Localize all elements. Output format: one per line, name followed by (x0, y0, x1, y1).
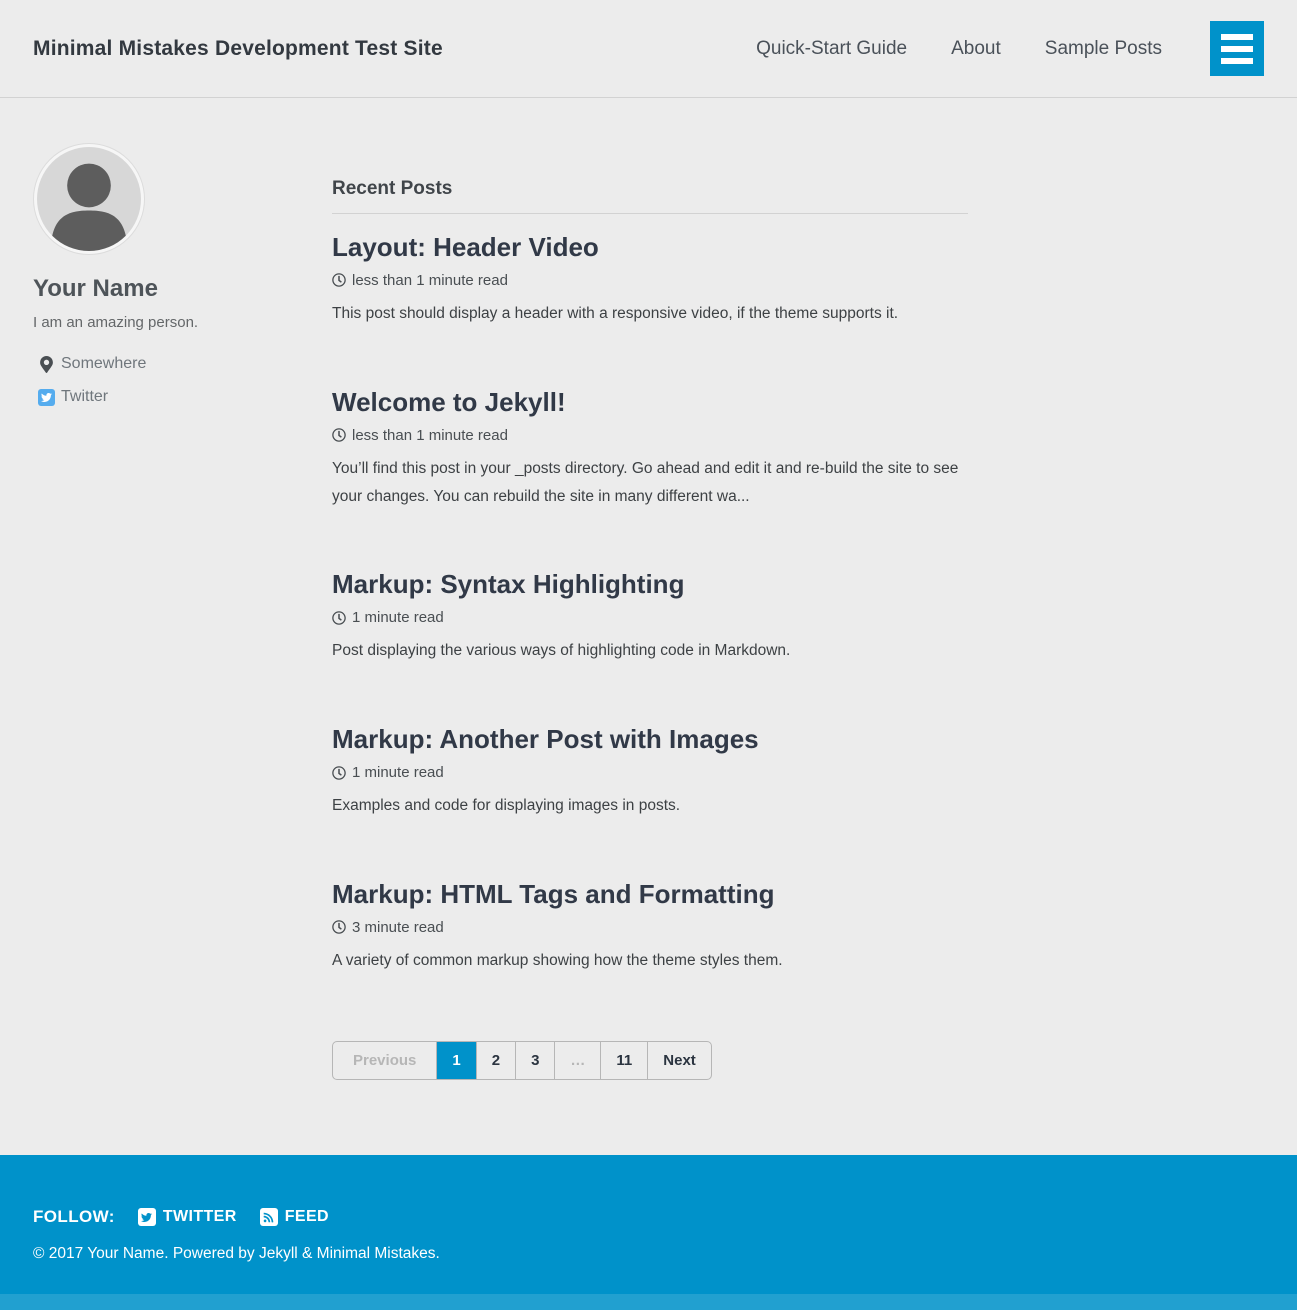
primary-nav (712, 38, 1162, 60)
avatar (33, 143, 145, 255)
author-location-label: Somewhere (61, 355, 147, 372)
nav-item-about[interactable]: About (951, 37, 1001, 59)
read-time-label: less than 1 minute read (352, 426, 508, 444)
read-time-label: 1 minute read (352, 764, 444, 782)
post-title-link[interactable]: Markup: Another Post with Images (332, 724, 759, 755)
site-title-link[interactable]: Minimal Mistakes Development Test Site (33, 36, 443, 60)
main-content (332, 98, 968, 1155)
nav-item-quick-start-guide[interactable]: Quick-Start Guide (756, 37, 908, 59)
post-item (332, 570, 968, 665)
twitter-icon (38, 389, 55, 406)
post-excerpt: This post should display a header with a responsive video, if the theme supports it. (332, 304, 899, 322)
pagination-previous: Previous (333, 1042, 437, 1079)
post-item (332, 388, 968, 511)
post-item (332, 233, 968, 328)
copyright: © 2017 Your Name. Powered by Jekyll & Minimal Mistakes. (33, 1245, 440, 1262)
read-time-label: 3 minute read (352, 918, 444, 936)
pagination-next[interactable]: Next (663, 1051, 696, 1069)
author-bio: I am an amazing person. (33, 314, 199, 331)
footer-twitter-label: TWITTER (162, 1208, 237, 1225)
hamburger-menu-button[interactable] (1210, 21, 1264, 76)
page-title: Recent Posts (332, 178, 968, 214)
clock-icon (332, 766, 352, 780)
post-read-time (332, 764, 968, 781)
post-excerpt: Examples and code for displaying images in posts. (332, 797, 681, 815)
author-name: Your Name (33, 275, 158, 302)
author-sidebar (33, 98, 332, 1155)
person-silhouette-icon (37, 147, 141, 251)
rss-feed-icon (260, 1208, 278, 1226)
post-title-link[interactable]: Markup: Syntax Highlighting (332, 569, 685, 600)
location-pin-icon (33, 356, 59, 373)
clock-icon (332, 428, 352, 442)
post-read-time (332, 609, 968, 626)
footer-feed-label: FEED (284, 1208, 329, 1225)
footer-bottom-strip (0, 1294, 1297, 1310)
nav-item-sample-posts[interactable]: Sample Posts (1044, 37, 1162, 59)
clock-icon (332, 920, 352, 934)
post-title-link[interactable]: Layout: Header Video (332, 232, 599, 262)
hamburger-icon (1221, 34, 1253, 40)
follow-label: FOLLOW: (33, 1207, 115, 1226)
pagination-ellipsis: … (555, 1042, 601, 1079)
page-body (0, 98, 1297, 1155)
author-twitter-label: Twitter (61, 388, 109, 405)
post-read-time (332, 427, 968, 444)
masthead-inner (0, 0, 1297, 97)
pagination-page-1[interactable]: 1 (437, 1042, 476, 1079)
post-item (332, 880, 968, 975)
pagination-page-3[interactable]: 3 (516, 1042, 555, 1079)
read-time-label: less than 1 minute read (352, 271, 508, 289)
post-item (332, 725, 968, 820)
post-title-link[interactable]: Markup: HTML Tags and Formatting (332, 879, 775, 910)
masthead (0, 0, 1297, 98)
author-links (33, 355, 332, 406)
footer-feed-link[interactable] (260, 1208, 329, 1226)
twitter-icon (138, 1208, 156, 1226)
post-read-time (332, 919, 968, 936)
pagination (332, 1041, 968, 1080)
post-title-link[interactable]: Welcome to Jekyll! (332, 386, 566, 417)
footer-twitter-link[interactable] (138, 1208, 237, 1226)
read-time-label: 1 minute read (352, 609, 444, 627)
post-excerpt: A variety of common markup showing how the theme styles them. (332, 951, 783, 969)
post-excerpt: Post displaying the various ways of highlighting code in Markdown. (332, 642, 791, 660)
author-twitter-link[interactable] (33, 388, 332, 406)
author-location (33, 355, 332, 373)
follow-row (33, 1207, 1264, 1227)
pagination-page-2[interactable]: 2 (477, 1042, 516, 1079)
post-read-time (332, 272, 968, 289)
pagination-page-11[interactable]: 11 (601, 1042, 648, 1079)
clock-icon (332, 611, 352, 625)
post-excerpt: You’ll find this post in your _posts directory. Go ahead and edit it and re-build the site to see your changes. You can rebuild the site in many different wa... (332, 459, 959, 505)
page-footer (0, 1155, 1297, 1310)
clock-icon (332, 273, 352, 287)
